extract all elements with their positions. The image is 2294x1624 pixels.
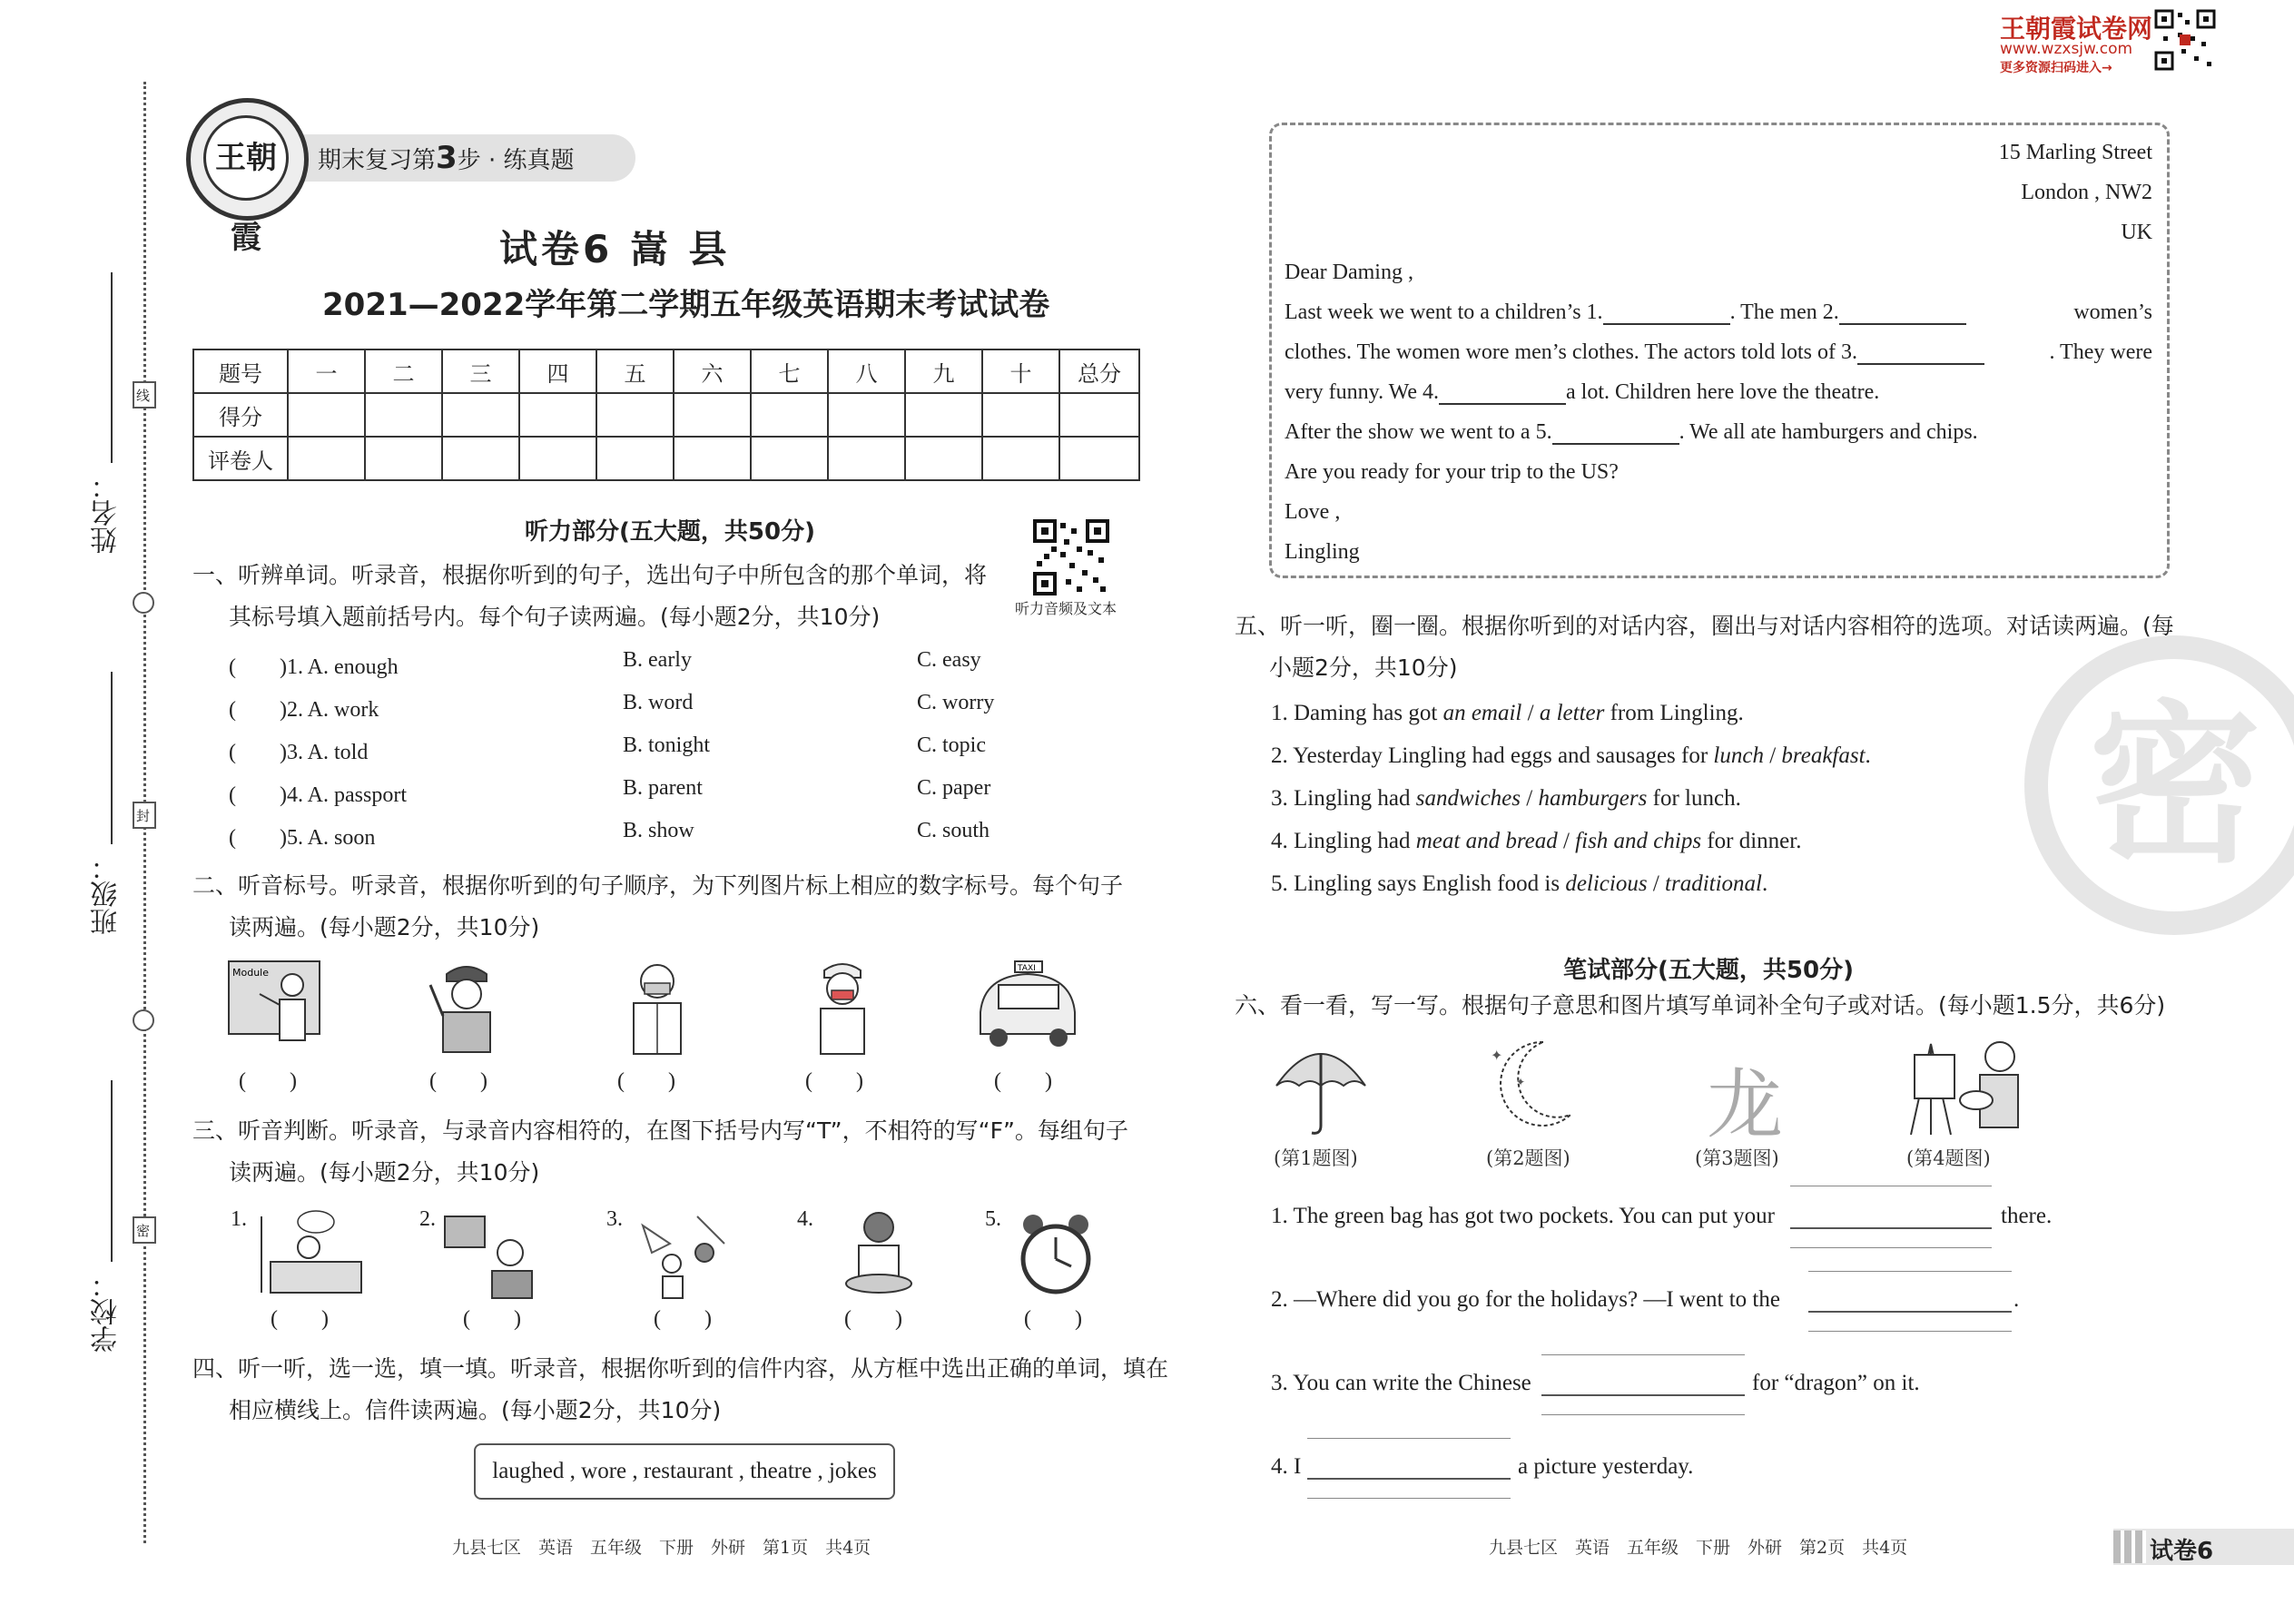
boy-eating-picture xyxy=(824,1207,924,1303)
picture-label: TAXI xyxy=(1018,964,1036,973)
word-bank-box: laughed , wore , restaurant , theatre , jokes xyxy=(474,1443,895,1500)
sec6-q2-end: . xyxy=(2013,1287,2020,1312)
binding-tag-secret: 密 xyxy=(133,1216,156,1244)
caption-2: (第2题图) xyxy=(1486,1147,1570,1169)
footer-right: 九县七区 英语 五年级 下册 外研 第2页 共4页 xyxy=(1489,1538,1908,1558)
table-cell: 六 xyxy=(674,349,751,393)
logo-text: 王朝霞 xyxy=(203,115,289,201)
grader-cell[interactable] xyxy=(905,437,982,480)
sec5-item-2 xyxy=(1271,743,1871,769)
school-field-line[interactable] xyxy=(111,1080,113,1262)
sec1-q4-b: B. parent xyxy=(623,776,703,800)
doctor-mask-picture xyxy=(614,958,700,1058)
sec3-answer-3[interactable]: ( ) xyxy=(654,1307,712,1331)
score-row xyxy=(193,393,1139,437)
binding-hole-icon xyxy=(133,1009,154,1031)
brand-slogan: 更多资源扫码进入→ xyxy=(2000,61,2112,75)
sec3-answer-5[interactable]: ( ) xyxy=(1024,1307,1082,1331)
table-cell: 九 xyxy=(905,349,982,393)
girl-painting-picture xyxy=(1902,1035,2029,1139)
sec6-q1-text: 1. The green bag has got two pockets. You can put your xyxy=(1271,1204,1776,1228)
sec1-q2-b: B. word xyxy=(623,691,694,714)
item-text: 2. Yesterday Lingling had eggs and sausages for xyxy=(1271,743,1714,768)
sec6-q4-end: a picture yesterday. xyxy=(1518,1454,1694,1479)
circle-option[interactable]: sandwiches xyxy=(1415,786,1521,811)
paper-title: 试卷6 嵩 县 xyxy=(499,227,731,271)
sec5-item-3 xyxy=(1271,786,1741,812)
item-sep: / xyxy=(1521,701,1540,725)
sec3-num-2: 2. xyxy=(419,1207,436,1231)
class-field-line[interactable] xyxy=(111,672,113,844)
letter-line-3 xyxy=(1285,380,1879,405)
blank-2[interactable] xyxy=(1839,305,1966,325)
sec6-q1-blank[interactable] xyxy=(1790,1227,1992,1229)
score-cell[interactable] xyxy=(982,393,1059,437)
blank-4[interactable] xyxy=(1439,385,1566,405)
table-cell: 三 xyxy=(442,349,519,393)
writing-guide-line xyxy=(1307,1438,1511,1439)
qr-code-icon[interactable] xyxy=(2154,9,2216,71)
sec1-q4-c: C. paper xyxy=(917,776,991,800)
item-sep: / xyxy=(1763,743,1782,768)
score-table xyxy=(192,349,1140,481)
sec4-instructions-1: 四、听一听，选一选，填一填。听录音，根据你听到的信件内容，从方框中选出正确的单词，填在 xyxy=(192,1355,1169,1382)
moon-picture xyxy=(1480,1035,1580,1139)
sec1-q3-c: C. topic xyxy=(917,733,986,757)
letter-line-4 xyxy=(1285,420,1978,445)
brand-url[interactable]: www.wzxsjw.com xyxy=(2000,40,2133,58)
sec2-answer-2[interactable]: ( ) xyxy=(429,1069,487,1093)
score-cell[interactable] xyxy=(519,393,596,437)
caption-3: (第3题图) xyxy=(1695,1147,1779,1169)
sec6-q2-blank[interactable] xyxy=(1808,1311,2012,1313)
grader-cell[interactable] xyxy=(982,437,1059,480)
item-sep: / xyxy=(1557,829,1576,853)
grader-cell[interactable] xyxy=(828,437,905,480)
table-cell: 八 xyxy=(828,349,905,393)
class-label: 班级： xyxy=(91,853,123,935)
sec1-q1-c: C. easy xyxy=(917,648,981,672)
table-cell: 得分 xyxy=(193,393,288,437)
table-cell: 评卷人 xyxy=(193,437,288,480)
table-cell: 题号 xyxy=(193,349,288,393)
writing-guide-line xyxy=(1541,1414,1745,1415)
logo-badge-icon xyxy=(186,98,309,256)
letter-line-2-end: . They were xyxy=(2049,340,2152,364)
caption-4: (第4题图) xyxy=(1906,1147,1991,1169)
circle-option[interactable]: lunch xyxy=(1713,743,1764,768)
table-cell: 七 xyxy=(751,349,828,393)
score-cell[interactable] xyxy=(596,393,674,437)
grader-cell[interactable] xyxy=(365,437,442,480)
item-text: for lunch. xyxy=(1647,786,1741,811)
sec3-answer-4[interactable]: ( ) xyxy=(844,1307,902,1331)
letter-text: clothes. The women wore men’s clothes. The actors told lots of 3. xyxy=(1285,340,1857,364)
letter-text: Last week we went to a children’s 1. xyxy=(1285,300,1603,324)
sec2-answer-5[interactable]: ( ) xyxy=(994,1069,1052,1093)
sec5-instructions-1: 五、听一听，圈一圈。根据你听到的对话内容，圈出与对话内容相符的选项。对话读两遍。(每 xyxy=(1235,613,2174,639)
item-text: 1. Daming has got xyxy=(1271,701,1443,725)
brand-name: 王朝霞试卷网 xyxy=(2000,14,2153,44)
name-label: 姓名： xyxy=(91,472,123,554)
item-sep: / xyxy=(1521,786,1539,811)
step-banner xyxy=(290,134,635,182)
dragon-character: 龙 xyxy=(1707,1060,1784,1149)
table-cell: 总分 xyxy=(1059,349,1139,393)
letter-line-2 xyxy=(1285,340,1984,365)
table-cell: 五 xyxy=(596,349,674,393)
nurse-mask-picture xyxy=(799,958,885,1058)
letter-text: . The men 2. xyxy=(1729,300,1839,324)
grader-cell[interactable] xyxy=(674,437,751,480)
letter-text: After the show we went to a 5. xyxy=(1285,420,1552,444)
binding-hole-icon xyxy=(133,592,154,614)
step-text: 期末复习第 xyxy=(318,147,437,174)
binding-tag-line: 线 xyxy=(133,381,156,408)
sec3-answer-2[interactable]: ( ) xyxy=(463,1307,521,1331)
girl-phone-picture xyxy=(438,1207,546,1303)
sec1-q5-b: B. show xyxy=(623,819,694,842)
sec5-item-5 xyxy=(1271,871,1767,897)
letter-greeting: Dear Daming , xyxy=(1285,261,1413,284)
table-cell: 十 xyxy=(982,349,1059,393)
table-cell: 四 xyxy=(519,349,596,393)
star-icon: ✦ xyxy=(1516,1076,1526,1088)
binding-tag-seal: 封 xyxy=(133,802,156,829)
sec3-num-4: 4. xyxy=(797,1207,813,1231)
sec4-instructions-2: 相应横线上。信件读两遍。(每小题2分，共10分) xyxy=(229,1397,722,1423)
sec1-instructions-1: 一、听辨单词。听录音，根据你听到的句子，选出句子中所包含的那个单词，将 xyxy=(192,562,988,588)
sec6-q4-text: 4. I xyxy=(1271,1454,1302,1479)
taxi-picture xyxy=(971,958,1085,1058)
sightseeing-picture xyxy=(634,1207,743,1303)
sec2-instructions-1: 二、听音标号。听录音，根据你听到的句子顺序，为下列图片标上相应的数字标号。每个句子 xyxy=(192,872,1124,899)
letter-address-1: 15 Marling Street xyxy=(1998,141,2152,164)
sec3-num-3: 3. xyxy=(606,1207,623,1231)
written-heading: 笔试部分(五大题，共50分) xyxy=(1563,957,1854,984)
circle-option[interactable]: a letter xyxy=(1539,701,1605,725)
caption-1: (第1题图) xyxy=(1274,1147,1358,1169)
grader-cell[interactable] xyxy=(1059,437,1139,480)
secret-seal-watermark xyxy=(2024,635,2294,935)
grader-row xyxy=(193,437,1139,480)
sec3-instructions-2: 读两遍。(每小题2分，共10分) xyxy=(229,1159,540,1186)
item-text: 4. Lingling had xyxy=(1271,829,1416,853)
letter-line-1-end: women’s xyxy=(2073,300,2152,324)
item-text: for dinner. xyxy=(1701,829,1802,853)
circle-option[interactable]: fish and chips xyxy=(1575,829,1702,853)
letter-text: a lot. Children here love the theatre. xyxy=(1566,380,1880,404)
sec5-item-4 xyxy=(1271,829,1801,854)
sec2-answer-1[interactable]: ( ) xyxy=(239,1069,297,1093)
picture-label: Module xyxy=(232,967,269,979)
grader-cell[interactable] xyxy=(751,437,828,480)
star-icon: ✦ xyxy=(1491,1047,1503,1064)
sec5-instructions-2: 小题2分，共10分) xyxy=(1269,655,1458,681)
corner-label: 试卷6 xyxy=(2150,1538,2214,1565)
sec3-answer-1[interactable]: ( ) xyxy=(271,1307,329,1331)
writing-guide-line xyxy=(1541,1354,1745,1355)
letter-signature: Lingling xyxy=(1285,540,1360,564)
step-number: 3 xyxy=(436,140,458,176)
listening-heading: 听力部分(五大题，共50分) xyxy=(525,518,815,546)
letter-address-2: London , NW2 xyxy=(2021,181,2152,204)
circle-option[interactable]: delicious xyxy=(1565,871,1648,896)
seal-char: 密 xyxy=(2088,685,2261,886)
sec6-q4-blank[interactable] xyxy=(1307,1478,1511,1480)
paper-subtitle: 2021—2022学年第二学期五年级英语期末考试试卷 xyxy=(322,287,1050,323)
restaurant-table-picture xyxy=(252,1207,375,1298)
circle-option[interactable]: an email xyxy=(1442,701,1522,725)
corner-stripes-icon xyxy=(2113,1530,2146,1563)
sec2-answer-3[interactable]: ( ) xyxy=(617,1069,675,1093)
police-salute-picture xyxy=(419,958,515,1058)
blank-3[interactable] xyxy=(1857,345,1984,365)
item-sep: / xyxy=(1647,871,1666,896)
qr-caption: 听力音频及文本 xyxy=(1015,600,1117,617)
sec1-q3[interactable]: ( )3. A. told xyxy=(229,741,369,764)
sec6-q1-end: there. xyxy=(2001,1204,2053,1228)
item-text: from Lingling. xyxy=(1604,701,1744,725)
name-field-line[interactable] xyxy=(111,272,113,463)
sec3-num-5: 5. xyxy=(985,1207,1001,1231)
score-cell[interactable] xyxy=(365,393,442,437)
teacher-blackboard-picture xyxy=(227,958,327,1053)
grader-cell[interactable] xyxy=(519,437,596,480)
letter-text: . We all ate hamburgers and chips. xyxy=(1679,420,1978,444)
letter-line-5: Are you ready for your trip to the US? xyxy=(1285,460,1619,484)
sec3-instructions-1: 三、听音判断。听录音，与录音内容相符的，在图下括号内写“T”，不相符的写“F”。每组句子 xyxy=(192,1117,1128,1144)
sec6-q3-blank[interactable] xyxy=(1541,1394,1745,1396)
score-cell[interactable] xyxy=(674,393,751,437)
score-cell[interactable] xyxy=(828,393,905,437)
score-cell[interactable] xyxy=(288,393,365,437)
sec2-answer-4[interactable]: ( ) xyxy=(805,1069,863,1093)
sec6-q3-text: 3. You can write the Chinese xyxy=(1271,1371,1531,1395)
sec1-q5-c: C. south xyxy=(917,819,990,842)
sec1-instructions-2: 其标号填入题前括号内。每个句子读两遍。(每小题2分，共10分) xyxy=(229,604,881,630)
sec6-q3-end: for “dragon” on it. xyxy=(1752,1371,1920,1395)
sec6-q2-text: 2. —Where did you go for the holidays? —I went to the xyxy=(1271,1287,1780,1312)
letter-text: very funny. We 4. xyxy=(1285,380,1440,404)
writing-guide-line xyxy=(1808,1331,2012,1332)
sec2-instructions-2: 读两遍。(每小题2分，共10分) xyxy=(229,914,540,940)
letter-line-6: Love , xyxy=(1285,500,1341,524)
circle-option[interactable]: breakfast xyxy=(1781,743,1866,768)
sec1-q2[interactable]: ( )2. A. work xyxy=(229,698,379,722)
umbrella-picture xyxy=(1271,1035,1371,1139)
sec3-num-1: 1. xyxy=(231,1207,247,1231)
sec1-q1[interactable]: ( )1. A. enough xyxy=(229,655,399,679)
school-label: 学校： xyxy=(91,1271,123,1353)
score-table-header-row xyxy=(193,349,1139,393)
grader-cell[interactable] xyxy=(288,437,365,480)
grader-cell[interactable] xyxy=(596,437,674,480)
score-cell[interactable] xyxy=(1059,393,1139,437)
writing-guide-line xyxy=(1790,1247,1992,1248)
table-cell: 一 xyxy=(288,349,365,393)
sec1-q3-b: B. tonight xyxy=(623,733,711,757)
writing-guide-line xyxy=(1808,1271,2012,1272)
alarm-clock-picture xyxy=(1015,1212,1097,1298)
sec6-instructions: 六、看一看，写一写。根据句子意思和图片填写单词补全句子或对话。(每小题1.5分，共6分) xyxy=(1235,992,2166,1019)
score-cell[interactable] xyxy=(751,393,828,437)
score-cell[interactable] xyxy=(442,393,519,437)
circle-option[interactable]: meat and bread xyxy=(1415,829,1558,853)
blank-1[interactable] xyxy=(1603,305,1730,325)
sec1-q4[interactable]: ( )4. A. passport xyxy=(229,783,407,807)
letter-line-1 xyxy=(1285,300,1966,325)
footer-left: 九县七区 英语 五年级 下册 外研 第1页 共4页 xyxy=(452,1538,871,1558)
item-text: . xyxy=(1762,871,1768,896)
table-cell: 二 xyxy=(365,349,442,393)
letter-address-3: UK xyxy=(2121,221,2152,244)
item-text: . xyxy=(1865,743,1871,768)
sec1-q5[interactable]: ( )5. A. soon xyxy=(229,826,376,850)
item-text: 5. Lingling says English food is xyxy=(1271,871,1566,896)
sec1-q1-b: B. early xyxy=(623,648,692,672)
writing-guide-line xyxy=(1307,1498,1511,1499)
circle-option[interactable]: hamburgers xyxy=(1538,786,1648,811)
grader-cell[interactable] xyxy=(442,437,519,480)
blank-5[interactable] xyxy=(1552,425,1679,445)
circle-option[interactable]: traditional xyxy=(1665,871,1762,896)
score-cell[interactable] xyxy=(905,393,982,437)
sec1-q2-c: C. worry xyxy=(917,691,995,714)
sec5-item-1 xyxy=(1271,701,1744,726)
qr-code-icon[interactable] xyxy=(1033,519,1109,595)
step-text-2: 步 · 练真题 xyxy=(457,147,575,174)
item-text: 3. Lingling had xyxy=(1271,786,1416,811)
